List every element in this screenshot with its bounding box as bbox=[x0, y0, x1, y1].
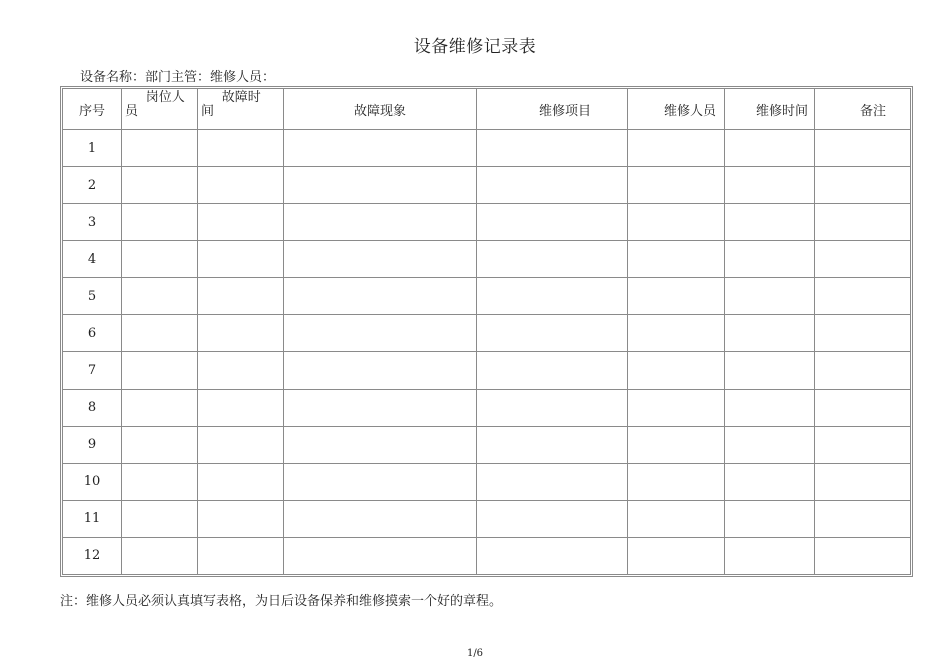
row-seq-cell: 10 bbox=[63, 463, 122, 500]
fault-time-cell[interactable] bbox=[198, 463, 284, 500]
repair-person-cell[interactable] bbox=[628, 463, 725, 500]
phenomenon-cell[interactable] bbox=[284, 426, 477, 463]
phenomenon-cell[interactable] bbox=[284, 278, 477, 315]
document-title: 设备维修记录表 bbox=[413, 37, 537, 57]
header-fault-time bbox=[198, 89, 284, 130]
table-row bbox=[63, 204, 911, 241]
repair-time-cell[interactable] bbox=[725, 389, 815, 426]
repair-item-cell[interactable] bbox=[477, 500, 628, 537]
header-repair-item: 维修项目 bbox=[477, 89, 628, 130]
repair-time-cell[interactable] bbox=[725, 315, 815, 352]
repair-time-cell[interactable] bbox=[725, 167, 815, 204]
post-person-cell[interactable] bbox=[122, 389, 198, 426]
repair-item-cell[interactable] bbox=[477, 426, 628, 463]
row-seq-cell: 6 bbox=[63, 315, 122, 352]
table-row bbox=[63, 426, 911, 463]
repair-item-cell[interactable] bbox=[477, 352, 628, 389]
table-row bbox=[63, 315, 911, 352]
table-header-row bbox=[63, 89, 911, 130]
row-seq-cell: 8 bbox=[63, 389, 122, 426]
phenomenon-cell[interactable] bbox=[284, 463, 477, 500]
repair-item-cell[interactable] bbox=[477, 315, 628, 352]
header-seq: 序号 bbox=[63, 89, 122, 130]
header-repair-time: 维修时间 bbox=[725, 89, 815, 130]
remarks-cell[interactable] bbox=[815, 426, 911, 463]
header-post-person-line1: 岗位人 bbox=[145, 90, 185, 105]
repair-time-cell[interactable] bbox=[725, 130, 815, 167]
row-seq-cell: 5 bbox=[63, 278, 122, 315]
repair-time-cell[interactable] bbox=[725, 278, 815, 315]
post-person-cell[interactable] bbox=[122, 426, 198, 463]
repair-person-cell[interactable] bbox=[628, 389, 725, 426]
repair-item-cell[interactable] bbox=[477, 389, 628, 426]
row-seq-cell: 3 bbox=[63, 204, 122, 241]
repair-time-cell[interactable] bbox=[725, 426, 815, 463]
remarks-cell[interactable] bbox=[815, 537, 911, 574]
table-row bbox=[63, 537, 911, 574]
post-person-cell[interactable] bbox=[122, 315, 198, 352]
remarks-cell[interactable] bbox=[815, 167, 911, 204]
post-person-cell[interactable] bbox=[122, 130, 198, 167]
fault-time-cell[interactable] bbox=[198, 537, 284, 574]
fault-time-cell[interactable] bbox=[198, 130, 284, 167]
fault-time-cell[interactable] bbox=[198, 315, 284, 352]
post-person-cell[interactable] bbox=[122, 463, 198, 500]
table-body bbox=[63, 130, 911, 575]
repair-time-cell[interactable] bbox=[725, 537, 815, 574]
repair-person-cell[interactable] bbox=[628, 426, 725, 463]
table-row bbox=[63, 130, 911, 167]
remarks-cell[interactable] bbox=[815, 389, 911, 426]
repair-time-cell[interactable] bbox=[725, 463, 815, 500]
row-seq-cell: 2 bbox=[63, 167, 122, 204]
fault-time-cell[interactable] bbox=[198, 204, 284, 241]
remarks-cell[interactable] bbox=[815, 204, 911, 241]
remarks-cell[interactable] bbox=[815, 130, 911, 167]
fault-time-cell[interactable] bbox=[198, 426, 284, 463]
row-seq-cell: 1 bbox=[63, 130, 122, 167]
repair-person-cell[interactable] bbox=[628, 204, 725, 241]
remarks-cell[interactable] bbox=[815, 463, 911, 500]
table-row bbox=[63, 500, 911, 537]
phenomenon-cell[interactable] bbox=[284, 167, 477, 204]
repair-item-cell[interactable] bbox=[477, 537, 628, 574]
repair-person-cell[interactable] bbox=[628, 241, 725, 278]
meta-line: 设备名称：部门主管：维修人员： bbox=[80, 70, 276, 85]
header-fault-time-line2: 间 bbox=[201, 104, 215, 119]
remarks-cell[interactable] bbox=[815, 278, 911, 315]
repair-person-cell[interactable] bbox=[628, 500, 725, 537]
repair-person-cell[interactable] bbox=[628, 167, 725, 204]
row-seq-cell: 12 bbox=[63, 537, 122, 574]
page-number: 1/6 bbox=[466, 648, 484, 659]
post-person-cell[interactable] bbox=[122, 537, 198, 574]
header-repair-person: 维修人员 bbox=[628, 89, 725, 130]
remarks-cell[interactable] bbox=[815, 500, 911, 537]
phenomenon-cell[interactable] bbox=[284, 352, 477, 389]
fault-time-cell[interactable] bbox=[198, 352, 284, 389]
fault-time-cell[interactable] bbox=[198, 241, 284, 278]
repair-person-cell[interactable] bbox=[628, 130, 725, 167]
table-row bbox=[63, 352, 911, 389]
repair-person-cell[interactable] bbox=[628, 278, 725, 315]
repair-person-cell[interactable] bbox=[628, 352, 725, 389]
header-post-person bbox=[122, 89, 198, 130]
table-row bbox=[63, 278, 911, 315]
remarks-cell[interactable] bbox=[815, 315, 911, 352]
table-row bbox=[63, 463, 911, 500]
repair-person-cell[interactable] bbox=[628, 315, 725, 352]
row-seq-cell: 7 bbox=[63, 352, 122, 389]
post-person-cell[interactable] bbox=[122, 500, 198, 537]
fault-time-cell[interactable] bbox=[198, 389, 284, 426]
repair-person-cell[interactable] bbox=[628, 537, 725, 574]
header-phenomenon: 故障现象 bbox=[284, 89, 477, 130]
fault-time-cell[interactable] bbox=[198, 500, 284, 537]
remarks-cell[interactable] bbox=[815, 241, 911, 278]
repair-item-cell[interactable] bbox=[477, 204, 628, 241]
record-table bbox=[62, 88, 911, 575]
phenomenon-cell[interactable] bbox=[284, 241, 477, 278]
phenomenon-cell[interactable] bbox=[284, 500, 477, 537]
header-fault-time-line1: 故障时 bbox=[221, 90, 261, 105]
post-person-cell[interactable] bbox=[122, 204, 198, 241]
post-person-cell[interactable] bbox=[122, 352, 198, 389]
repair-item-cell[interactable] bbox=[477, 130, 628, 167]
phenomenon-cell[interactable] bbox=[284, 389, 477, 426]
row-seq-cell: 11 bbox=[63, 500, 122, 537]
repair-item-cell[interactable] bbox=[477, 241, 628, 278]
phenomenon-cell[interactable] bbox=[284, 130, 477, 167]
fault-time-cell[interactable] bbox=[198, 167, 284, 204]
header-remarks: 备注 bbox=[815, 89, 911, 130]
table-row bbox=[63, 167, 911, 204]
phenomenon-cell[interactable] bbox=[284, 315, 477, 352]
repair-time-cell[interactable] bbox=[725, 241, 815, 278]
repair-item-cell[interactable] bbox=[477, 167, 628, 204]
phenomenon-cell[interactable] bbox=[284, 204, 477, 241]
phenomenon-cell[interactable] bbox=[284, 537, 477, 574]
row-seq-cell: 4 bbox=[63, 241, 122, 278]
fault-time-cell[interactable] bbox=[198, 278, 284, 315]
post-person-cell[interactable] bbox=[122, 278, 198, 315]
footnote: 注：维修人员必须认真填写表格，为日后设备保养和维修摸索一个好的章程。 bbox=[60, 594, 503, 609]
row-seq-cell: 9 bbox=[63, 426, 122, 463]
table-row bbox=[63, 389, 911, 426]
repair-item-cell[interactable] bbox=[477, 463, 628, 500]
post-person-cell[interactable] bbox=[122, 241, 198, 278]
header-post-person-line2: 员 bbox=[125, 104, 139, 119]
repair-time-cell[interactable] bbox=[725, 352, 815, 389]
post-person-cell[interactable] bbox=[122, 167, 198, 204]
remarks-cell[interactable] bbox=[815, 352, 911, 389]
repair-item-cell[interactable] bbox=[477, 278, 628, 315]
repair-time-cell[interactable] bbox=[725, 500, 815, 537]
repair-time-cell[interactable] bbox=[725, 204, 815, 241]
record-table-frame bbox=[60, 86, 913, 577]
table-row bbox=[63, 241, 911, 278]
